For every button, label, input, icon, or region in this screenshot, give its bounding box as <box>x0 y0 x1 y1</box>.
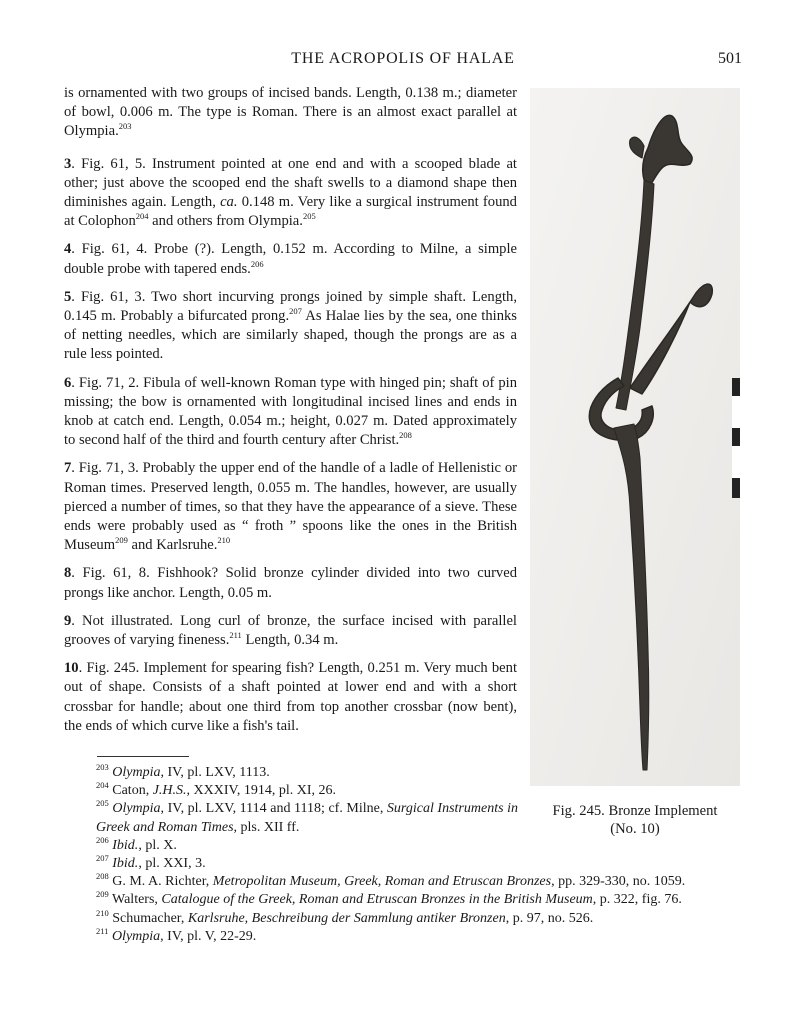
footnote-203: $^{203}$ Olympia, IV, pl. LXV, 1113. <box>96 762 270 780</box>
bronze-implement-illustration <box>530 88 740 786</box>
footnote-ref: 207 <box>289 306 302 317</box>
footnote-211: $^{211}$ Olympia, IV, pl. V, 22-29. <box>96 925 257 944</box>
footnote-rule <box>97 756 189 757</box>
footnote-ref: 211 <box>229 630 242 641</box>
item-number: 6 <box>64 374 72 391</box>
item-number: 5 <box>64 288 72 305</box>
page-number: 501 <box>718 50 742 67</box>
footnote-210: $^{210}$ Schumacher, Karlsruhe, Beschreibung der Sammlung antiker Bronzen, p. 97, no. 526. <box>96 907 594 926</box>
running-title: THE ACROPOLIS OF HALAE <box>291 50 515 67</box>
item-3: 3. Fig. 61, 5. Instrument pointed at one end and with a scooped blade at other; just above the scooped end the shaft swells to a diamond shape then diminishes again. Length, ca. 0.148 m. Very like a surgical instrument found at Colophon$^{204}$ and others from Olympia.$^{205}$ <box>64 155 517 230</box>
footnote-204: $^{204}$ Caton, J.H.S., XXXIV, 1914, pl. XI, 26. <box>96 780 336 799</box>
footnote-ref: 205 <box>302 211 316 222</box>
footnote-ref: 206 <box>250 258 264 269</box>
item-7: 7. Fig. 71, 3. Probably the upper end of the handle of a ladle of Hellenistic or Roman times. Preserved length, 0.055 m. The handles, however, are usually pierced a number of times, so that they have the appearance of a sieve. These ends were probably used as “ froth ” spoons like the ones in the British Museum$^{209}$ and Karlsruhe.$^{210}$ <box>64 460 517 554</box>
footnote-ref: 204 <box>135 211 149 222</box>
footnote-ref: 208 <box>399 430 412 441</box>
item-number: 3 <box>64 155 72 172</box>
item-number: 8 <box>64 565 72 582</box>
item-number: 7 <box>64 460 72 477</box>
footnote-208: $^{208}$ G. M. A. Richter, Metropolitan Museum, Greek, Roman and Etruscan Bronzes, pp. 329-330, no. 1059. <box>96 871 686 890</box>
footnote-ref: 209 <box>115 535 128 546</box>
item-5: 5. Fig. 61, 3. Two short incurving prongs joined by simple shaft. Length, 0.145 m. Probably a bifurcated prong.$^{207}$ As Halae lies by the sea, one thinks of netting needles, which are similarly shaped, though the prongs are as a rule less pointed. <box>64 288 517 363</box>
scale-bar <box>732 378 740 498</box>
footnote-209: $^{209}$ Walters, Catalogue of the Greek, Roman and Etruscan Bronzes in the British Museum, p. 322, fig. 76. <box>96 889 682 908</box>
item-number: 10 <box>64 660 79 677</box>
footnote-ref: 210 <box>217 535 231 546</box>
paragraph-continuation: is ornamented with two groups of incised bands. Length, 0.138 m.; diameter of bowl, 0.006 m. The type is Roman. There is an almost exact parallel at Olympia.$^{203}$ <box>64 85 517 140</box>
item-number: 4 <box>64 241 72 258</box>
item-number: 9 <box>64 612 72 629</box>
item-9: 9. Not illustrated. Long curl of bronze, the surface incised with parallel grooves of varying fineness.$^{211}$ Length, 0.34 m. <box>64 612 517 649</box>
item-6: 6. Fig. 71, 2. Fibula of well-known Roman type with hinged pin; shaft of pin missing; the bow is ornamented with longitudinal incised lines and ends in knob at catch end. Length, 0.054 m.; height, 0.027 m. Dated approximately to second half of the third and fourth century after Christ.$^{208}$ <box>64 374 517 449</box>
footnote-ref: 203 <box>118 121 132 132</box>
footnotes <box>64 764 742 946</box>
running-head <box>64 50 742 70</box>
item-4: 4. Fig. 61, 4. Probe (?). Length, 0.152 m. According to Milne, a simple double probe with tapered ends.$^{206}$ <box>64 241 517 277</box>
footnote-207: $^{207}$ Ibid., pl. XXI, 3. <box>96 853 206 872</box>
item-10: 10. Fig. 245. Implement for spearing fish? Length, 0.251 m. Very much bent out of shape. Consists of a shaft pointed at lower end and with a short crossbar for handle; about one third from top another crossbar (now bent), the ends of which curve like a fish's tail. <box>64 660 517 734</box>
body-text <box>64 84 517 745</box>
caption-line-1: Fig. 245. Bronze Implement <box>552 803 718 819</box>
item-8: 8. Fig. 61, 8. Fishhook? Solid bronze cylinder divided into two curved prongs like anchor. Length, 0.05 m. <box>64 565 517 601</box>
caption-line-2: (No. 10) <box>610 821 660 837</box>
footnote-205: $^{205}$ Olympia, IV, pl. LXV, 1114 and 1118; cf. Milne, Surgical Instruments in Greek and Roman Times, pls. XII ff. <box>96 798 518 835</box>
footnote-206: $^{206}$ Ibid., pl. X. <box>96 834 177 853</box>
figure-photo <box>530 88 740 786</box>
